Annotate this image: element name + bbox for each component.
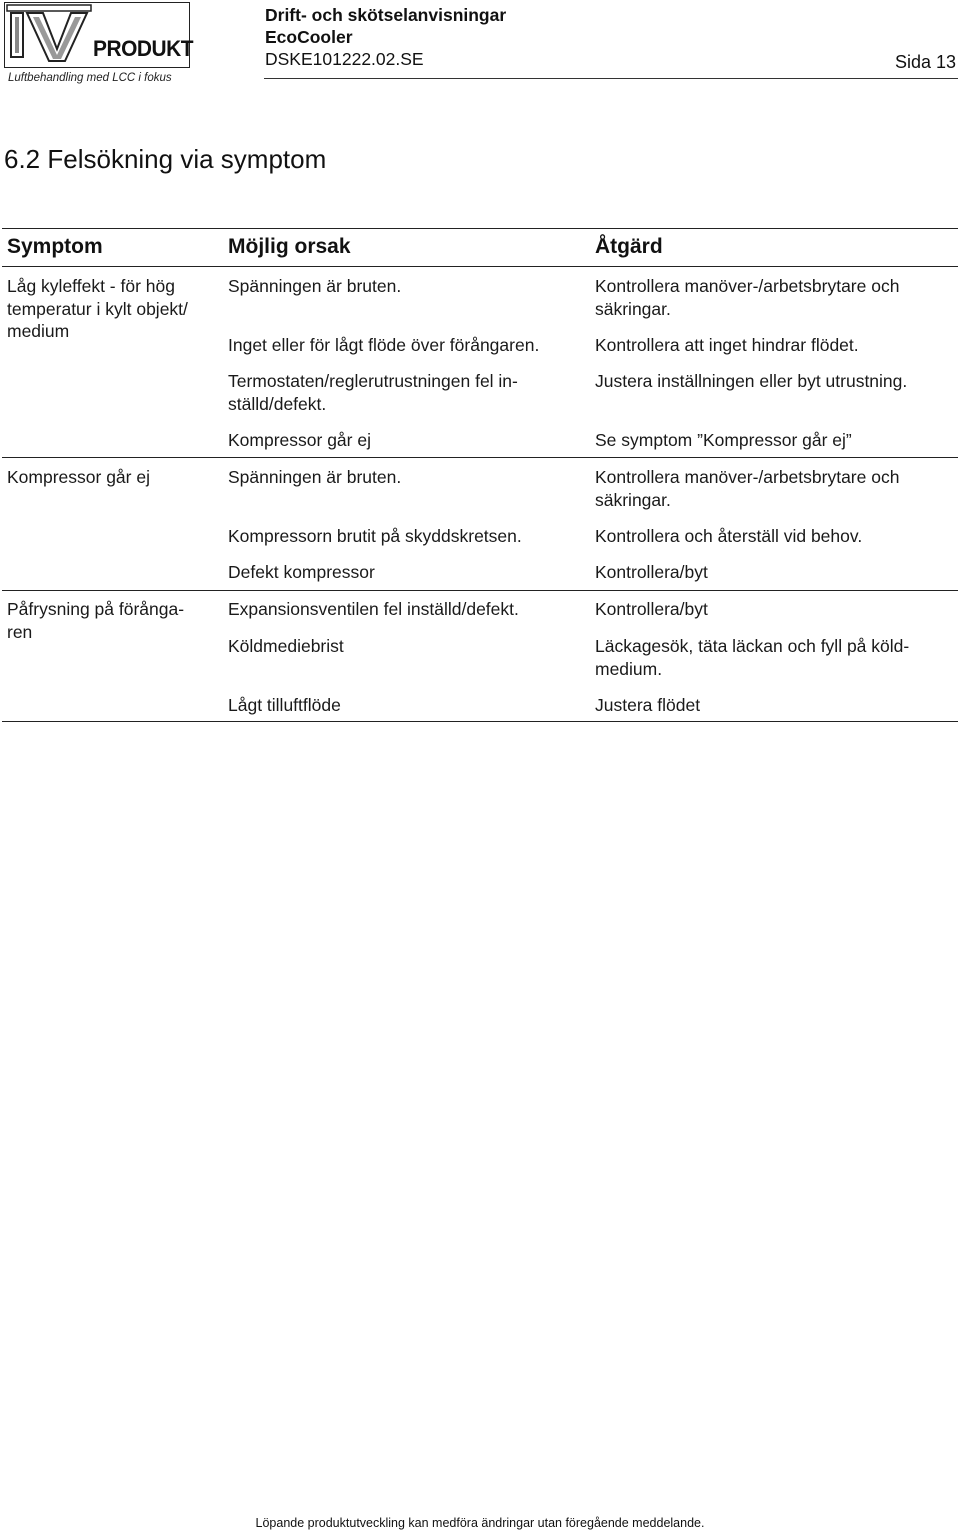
cause-cell: Köldmediebrist: [228, 636, 344, 656]
cause-cell: Kompressor går ej: [228, 430, 371, 450]
table-top-rule: [2, 228, 958, 229]
symptom-compressor-off: Kompressor går ej: [7, 467, 150, 487]
logo-tagline: Luftbehandling med LCC i fokus: [8, 72, 172, 84]
action-cell: Justera inställningen eller byt utrustning.: [595, 371, 908, 391]
action-cell: Kontrollera/byt: [595, 562, 708, 582]
cause-cell: Defekt kompressor: [228, 562, 375, 582]
cause-cell: Inget eller för lågt flöde över förångaren.: [228, 335, 540, 355]
header-action: Åtgärd: [595, 235, 663, 258]
action-cell: Läckagesök, täta läckan och fyll på köld- medium.: [595, 636, 910, 679]
action-cell: Kontrollera att inget hindrar flödet.: [595, 335, 859, 355]
header-symptom: Symptom: [7, 235, 103, 258]
action-cell: Kontrollera manöver-/arbetsbrytare och säkringar.: [595, 467, 900, 510]
action-cell: Kontrollera/byt: [595, 599, 708, 619]
table-bottom-rule: [2, 721, 958, 722]
cause-cell: Spänningen är bruten.: [228, 467, 402, 487]
page-number: Sida 13: [894, 52, 956, 72]
symptom-evaporator-frost: Påfrysning på förånga- ren: [7, 599, 185, 642]
iv-produkt-logo: [4, 2, 194, 86]
action-cell: Kontrollera och återställ vid behov.: [595, 526, 863, 546]
group-rule: [2, 590, 958, 591]
header-divider: [264, 78, 958, 79]
logo-frame: [4, 2, 194, 68]
action-cell: Justera flödet: [595, 695, 701, 715]
cause-cell: Expansionsventilen fel inställd/defekt.: [228, 599, 519, 619]
header-cause: Möjlig orsak: [228, 235, 351, 258]
section-title: 6.2 Felsökning via symptom: [4, 144, 327, 174]
cause-cell: Kompressorn brutit på skyddskretsen.: [228, 526, 522, 546]
footer-note: Löpande produktutveckling kan medföra ändringar utan föregående meddelande.: [255, 1516, 705, 1530]
header-rule: [2, 266, 958, 267]
cause-cell: Spänningen är bruten.: [228, 276, 402, 296]
group-rule: [2, 457, 958, 458]
action-cell: Kontrollera manöver-/arbetsbrytare och säkringar.: [595, 276, 900, 319]
cause-cell: Termostaten/reglerutrustningen fel in- ställd/defekt.: [228, 371, 518, 414]
cause-cell: Lågt tilluftflöde: [228, 695, 341, 715]
action-cell: Se symptom ”Kompressor går ej”: [595, 430, 852, 450]
logo-wordmark: PRODUKT: [93, 36, 194, 61]
doc-title: Drift- och skötselanvisningar: [265, 5, 507, 25]
doc-code: DSKE101222.02.SE: [265, 49, 424, 69]
product-name: EcoCooler: [265, 27, 353, 47]
symptom-low-cooling: Låg kyleffekt - för hög temperatur i kylt objekt/ medium: [7, 276, 188, 341]
document-header: [265, 4, 506, 70]
